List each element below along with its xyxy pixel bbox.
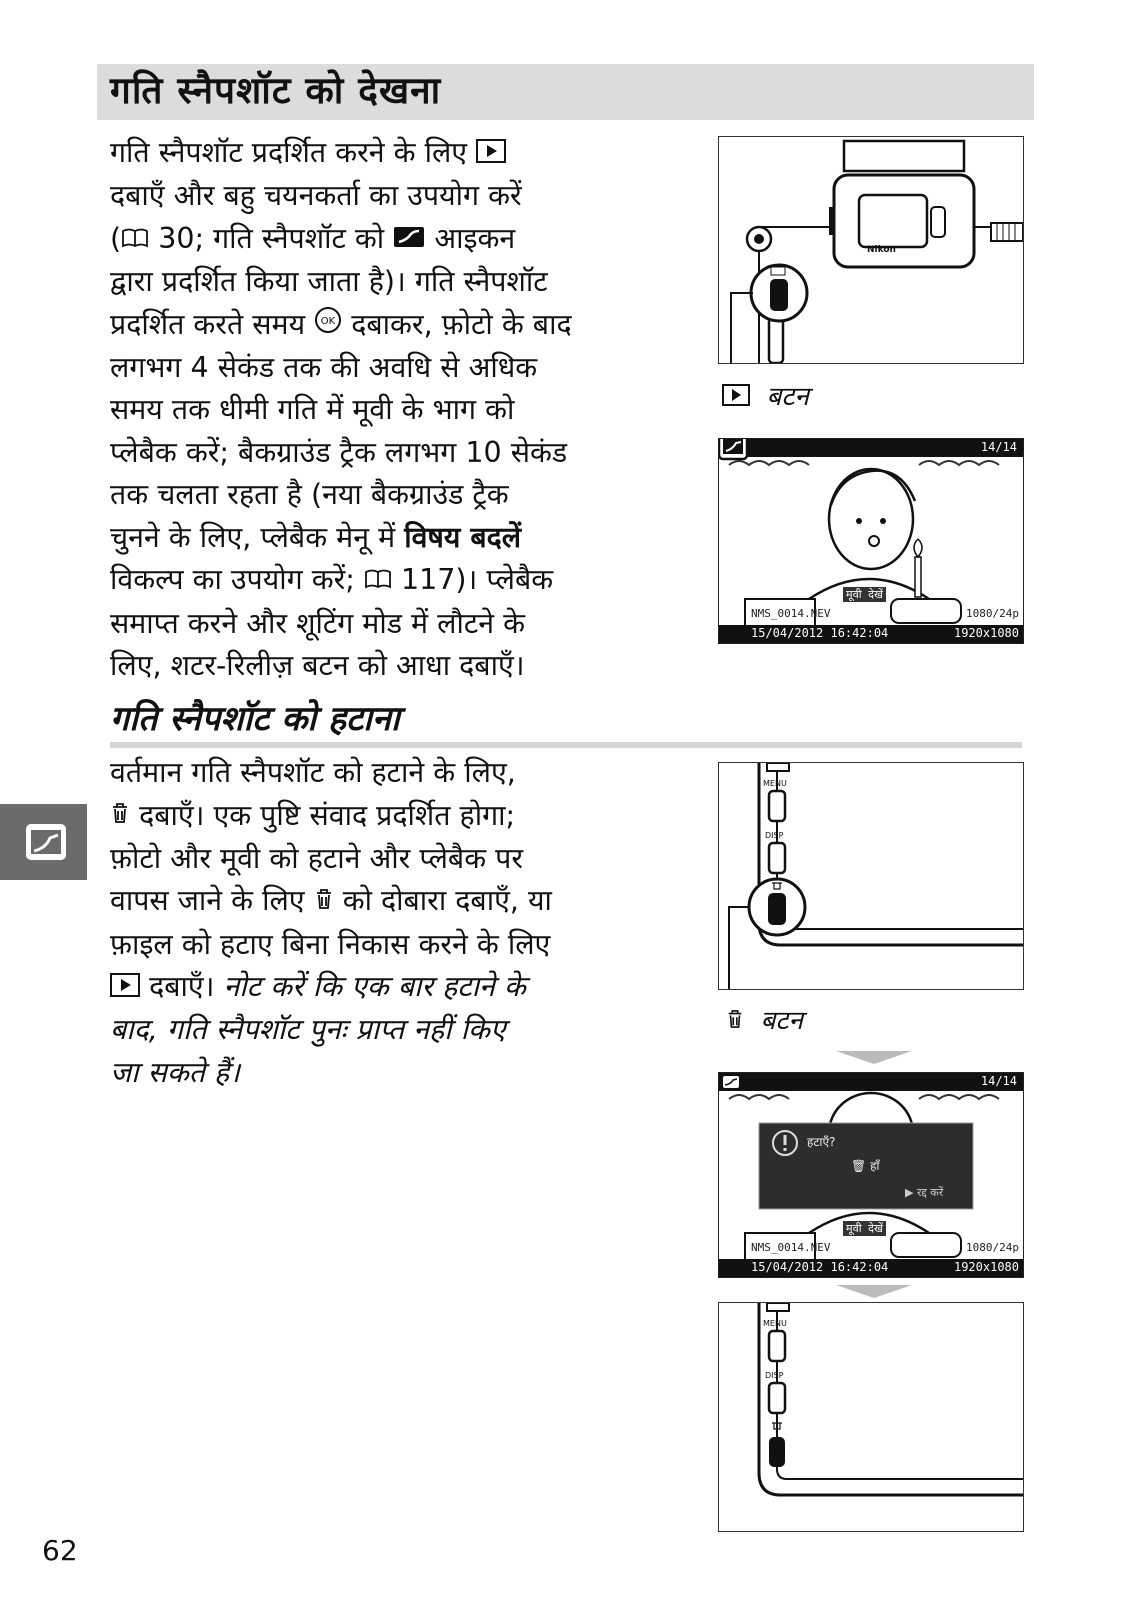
image-counter: 14/14 xyxy=(980,1074,1017,1088)
play-button-icon xyxy=(110,967,140,1010)
chapter-side-tab xyxy=(0,804,87,880)
trash-icon xyxy=(314,881,334,924)
text-line: गति स्नैपशॉट प्रदर्शित करने के लिए xyxy=(110,132,700,175)
text-line: दबाएँ। नोट करें कि एक बार हटाने के xyxy=(110,966,700,1009)
ok-hint: मूवी देखें xyxy=(843,1221,886,1236)
play-button-icon xyxy=(476,133,506,176)
menu-button-label: MENU xyxy=(763,779,787,788)
book-reference-icon xyxy=(121,219,149,262)
play-button-icon xyxy=(722,383,750,413)
text-line: वर्तमान गति स्नैपशॉट को हटाने के लिए, xyxy=(110,756,516,789)
section1-paragraph xyxy=(110,132,700,688)
frame-size-rate: 1080/24p xyxy=(966,1241,1019,1254)
image-size: 1920x1080 xyxy=(953,626,1019,640)
text-line: लिए, शटर-रिलीज़ बटन को आधा दबाएँ। xyxy=(110,649,525,682)
text-line: समय तक धीमी गति में मूवी के भाग को xyxy=(110,393,515,427)
date-time: 15/04/2012 16:42:04 xyxy=(751,1260,889,1274)
section2-paragraph xyxy=(110,752,700,1094)
subsection-heading: गति स्नैपशॉट को हटाना xyxy=(110,699,400,739)
menu-button-label: MENU xyxy=(763,1319,787,1328)
ok-button-icon xyxy=(314,304,342,347)
camera-delete-button-illustration xyxy=(718,762,1024,990)
file-name: NMS_0014.NEV xyxy=(751,1241,831,1254)
dialog-title: हटाएँ? xyxy=(807,1135,836,1149)
text-line: दबाएँ और बहु चयनकर्ता का उपयोग करें xyxy=(110,179,522,213)
image-size: 1920x1080 xyxy=(953,1260,1019,1274)
section-heading: गति स्नैपशॉट को देखना xyxy=(110,69,442,112)
dialog-yes-option[interactable]: 🗑 हाँ xyxy=(851,1159,880,1173)
down-arrow-icon xyxy=(836,1050,912,1069)
dialog-cancel-option[interactable]: ▶ रद्द करें xyxy=(905,1186,944,1199)
delete-confirmation-screen xyxy=(718,1072,1024,1278)
motion-snapshot-icon xyxy=(393,219,425,262)
text-line: फ़ोटो और मूवी को हटाने और प्लेबैक पर xyxy=(110,841,523,875)
down-arrow-icon xyxy=(836,1284,912,1303)
brand-logo-text: Nikon xyxy=(867,245,896,255)
motion-snapshot-icon xyxy=(24,822,68,866)
motion-snapshot-playback-screen xyxy=(718,438,1024,644)
text-line: बाद, गति स्नैपशॉट पुनः प्राप्त नहीं किए xyxy=(110,1013,506,1047)
text-line: तक चलता रहता है (नया बैकग्राउंड ट्रैक xyxy=(110,478,509,512)
svg-text:OK: OK xyxy=(320,316,336,328)
date-time: 15/04/2012 16:42:04 xyxy=(751,626,889,640)
disp-button-label: DISP xyxy=(765,831,784,840)
frame-size-rate: 1080/24p xyxy=(966,607,1019,620)
text-line: फ़ाइल को हटाए बिना निकास करने के लिए xyxy=(110,927,551,961)
text-line: द्वारा प्रदर्शित किया जाता है)। गति स्नैपशॉट xyxy=(110,265,548,298)
text-line: विकल्प का उपयोग करें; 117)। प्लेबैक xyxy=(110,559,700,602)
text-line: वापस जाने के लिए को दोबारा दबाएँ, या xyxy=(110,880,700,923)
subsection-rule xyxy=(110,742,1022,748)
text-line: लगभग 4 सेकंड तक की अवधि से अधिक xyxy=(110,350,538,384)
trash-icon xyxy=(726,1007,744,1037)
image-counter: 14/14 xyxy=(980,440,1017,454)
camera-back-illustration xyxy=(718,136,1024,364)
delete-button-caption: बटन xyxy=(726,1006,803,1037)
motion-snapshot-icon xyxy=(718,438,749,465)
file-name: NMS_0014.NEV xyxy=(751,607,831,620)
text-line: ( 30; गति स्नैपशॉट को आइकन xyxy=(110,218,700,261)
camera-back-after-delete-illustration xyxy=(718,1302,1024,1532)
text-line: दबाएँ। एक पुष्टि संवाद प्रदर्शित होगा; xyxy=(110,795,700,838)
text-line: प्रदर्शित करते समय OK दबाकर, फ़ोटो के बाद xyxy=(110,304,700,347)
trash-icon xyxy=(110,795,130,838)
play-button-caption: बटन xyxy=(722,382,809,413)
text-line: चुनने के लिए, प्लेबैक मेनू में विषय बदलें xyxy=(110,520,522,554)
text-line: जा सकते हैं। xyxy=(110,1055,240,1089)
book-reference-icon xyxy=(364,560,392,603)
page-number: 62 xyxy=(42,1534,78,1567)
disp-button-label: DISP xyxy=(765,1371,784,1380)
text-line: समाप्त करने और शूटिंग मोड में लौटने के xyxy=(110,606,525,640)
ok-hint: मूवी देखें xyxy=(843,587,886,602)
text-line: प्लेबैक करें; बैकग्राउंड ट्रैक लगभग 10 सेकंड xyxy=(110,435,568,469)
menu-option-name: विषय बदलें xyxy=(404,520,522,554)
